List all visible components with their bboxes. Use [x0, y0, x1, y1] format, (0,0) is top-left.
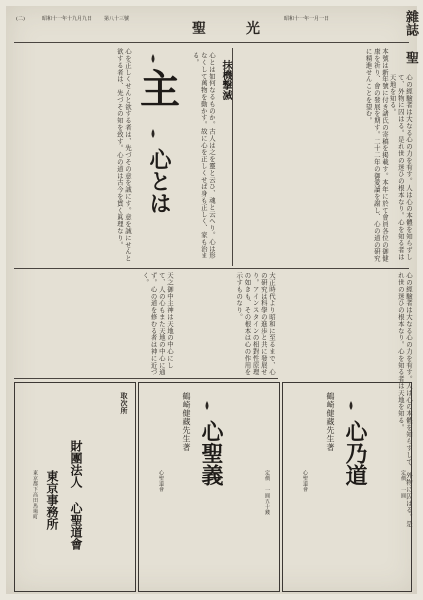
middle-column-lower: 大正時代より昭和に至るまで、心の研究は科學の進歩と共に發展せり。アインスタインの相對性原理の如きも、その根本は心の作用を示すものなり。	[235, 272, 276, 376]
ad1-flame-icon	[202, 400, 212, 416]
ad2-flame-icon	[346, 400, 356, 416]
article-top-title: 主	[140, 66, 180, 113]
masthead: 雜誌 聖	[403, 10, 418, 64]
paper-title-2: 光	[246, 21, 260, 37]
ad1-publisher: 心聖道會	[158, 470, 164, 492]
horizontal-divider-2	[14, 378, 278, 379]
distributor-label: 取次所	[120, 392, 129, 415]
date-left: 昭和十一年十九月九日	[42, 16, 93, 22]
ad2-publisher: 心聖道會	[302, 470, 308, 492]
vertical-divider	[232, 48, 233, 266]
distributor-address: 東京都下高田馬場町	[32, 470, 38, 520]
flame-icon	[148, 128, 158, 144]
paper-title: 聖	[192, 21, 210, 37]
header-bar	[14, 14, 409, 43]
candle-icon	[146, 52, 160, 72]
issue-left: 第八十三號	[104, 16, 130, 22]
distributor-org: 財團法人 心聖道會	[69, 440, 83, 550]
ad2-title: 心乃道	[342, 420, 368, 486]
middle-column-upper: 心とは如何なるものか。古人は之を靈と云ひ、魂と云へり。心は形なくして萬物を動かす。故に心を正しくせば身も正しく、家も治まる。	[191, 52, 216, 259]
ad1-price: 定價 一圓五十錢	[264, 470, 270, 515]
right-column-edge: 心の經驗者は大なる心の力を有す。人は心の本體を知らずして、外物に囚はる。是れ世の迷ひの根本なり。心を知る者は天地を知る。	[388, 74, 413, 261]
distributor-branch: 東京事務所	[45, 470, 59, 530]
column-heading: 抹機撃滅	[220, 60, 231, 100]
left-column-upper: 心を正しくせんと欲する者は、先づその意を誠にす。意を誠にせんと欲する者は、先づその知を致す。心の道は古今を貫く眞理なり。	[115, 48, 132, 262]
right-column-lower: 心の經驗者は大なる心の力を有す。人は心の本體を知らずして、外物に囚はる。是れ世の迷ひの根本なり。心を知る者は天地を知る。	[396, 272, 413, 528]
date-right: 昭和十一年一月一日	[284, 16, 330, 22]
article-main-title: 心とは	[146, 148, 172, 214]
left-column-lower: 天之御中主神は天地の中心にして、人の心もまた天地の中心に通ず。心の道を修むる者は神に近づく。	[141, 272, 174, 376]
ad2-author: 鶴崎健藏先生著	[326, 392, 335, 452]
page-number: (二)	[16, 16, 25, 22]
right-column-upper: 本號は新年號に付き諸氏の寄稿を掲載す。本年に於て會員各位の御健康を祈り、會の發展を期す。二十二年の御愛讀を謝し、心の道の研究に精進せんことを望む。	[364, 48, 389, 262]
ad1-title: 心聖義	[198, 420, 224, 486]
ad2-price: 定價 一圓	[400, 470, 406, 499]
ad1-author: 鶴崎健藏先生著	[182, 392, 191, 452]
horizontal-divider-1	[14, 268, 409, 269]
